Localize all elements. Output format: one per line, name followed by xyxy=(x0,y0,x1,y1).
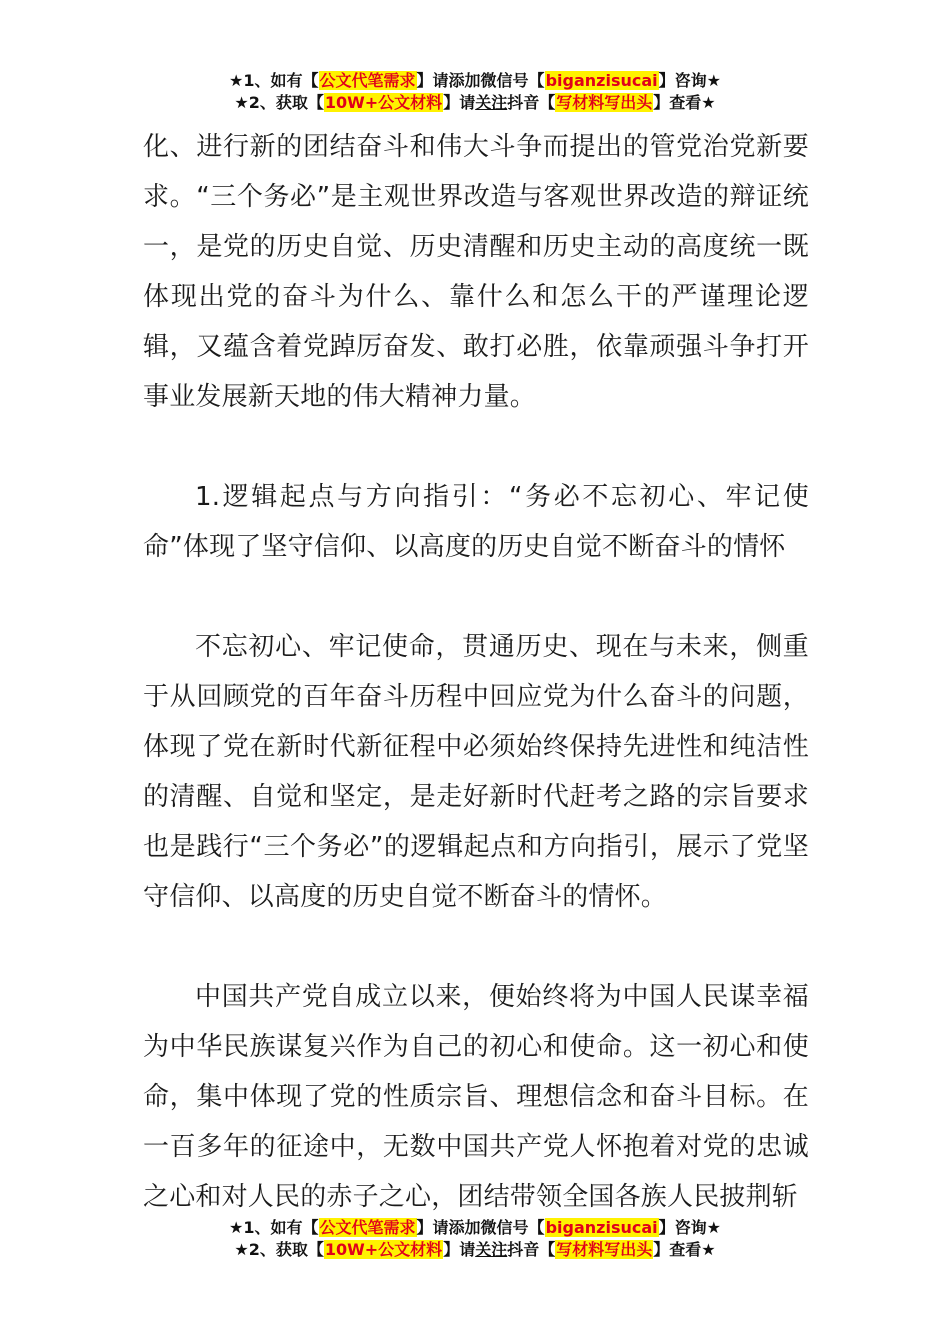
highlight-douyin-id: 写材料写出头 xyxy=(556,93,653,112)
banner-text: 】查看★ xyxy=(653,93,716,112)
banner-text: 微信号【 xyxy=(480,71,545,90)
banner-text: 】咨询★ xyxy=(658,1218,721,1237)
bottom-banner xyxy=(0,1217,950,1261)
highlight-materials: 10W+公文材料 xyxy=(324,1240,443,1259)
document-body xyxy=(143,122,809,1222)
highlight-service: 公文代笔需求 xyxy=(319,1218,416,1237)
banner-text: 】查看★ xyxy=(653,1240,716,1259)
banner-text: ★2、获取【 xyxy=(234,1240,324,1259)
banner-text: 微信号【 xyxy=(480,1218,545,1237)
paragraph-1: 化、进行新的团结奋斗和伟大斗争而提出的管党治党新要求。“三个务必”是主观世界改造与客观世界改造的辩证统一，是党的历史自觉、历史清醒和历史主动的高度统一既体现出党的奋斗为什么、靠什么和怎么干的严谨理论逻辑，又蕴含着党踔厉奋发、敢打必胜，依靠顽强斗争打开事业发展新天地的伟大精神力量。 xyxy=(143,132,809,412)
banner-text: 关注 xyxy=(475,93,508,112)
banner-text: 】咨询★ xyxy=(658,71,721,90)
banner-line-2 xyxy=(0,92,950,114)
highlight-wechat-id: biganzisucai xyxy=(545,1218,658,1237)
highlight-materials: 10W+公文材料 xyxy=(324,93,443,112)
banner-text: 】请 xyxy=(443,93,476,112)
highlight-service: 公文代笔需求 xyxy=(319,71,416,90)
banner-text: ★2、获取【 xyxy=(234,93,324,112)
banner-text: 添加 xyxy=(448,71,481,90)
banner-line-1 xyxy=(0,70,950,92)
section-heading: 1.逻辑起点与方向指引：“务必不忘初心、牢记使命”体现了坚守信仰、以高度的历史自觉不断奋斗的情怀 xyxy=(143,482,809,562)
highlight-wechat-id: biganzisucai xyxy=(545,71,658,90)
banner-text: 关注 xyxy=(475,1240,508,1259)
banner-text: 】请 xyxy=(416,1218,449,1237)
paragraph-2: 不忘初心、牢记使命，贯通历史、现在与未来，侧重于从回顾党的百年奋斗历程中回应党为什么奋斗的问题，体现了党在新时代新征程中必须始终保持先进性和纯洁性的清醒、自觉和坚定，是走好新时代赶考之路的宗旨要求也是践行“三个务必”的逻辑起点和方向指引，展示了党坚守信仰、以高度的历史自觉不断奋斗的情怀。 xyxy=(143,632,809,912)
top-banner xyxy=(0,70,950,114)
banner-text: ★1、如有【 xyxy=(229,1218,319,1237)
banner-text: 】请 xyxy=(416,71,449,90)
banner-line-1 xyxy=(0,1217,950,1239)
paragraph-3: 中国共产党自成立以来，便始终将为中国人民谋幸福为中华民族谋复兴作为自己的初心和使命。这一初心和使命，集中体现了党的性质宗旨、理想信念和奋斗目标。在一百多年的征途中，无数中国共产党人怀抱着对党的忠诚之心和对人民的赤子之心，团结带领全国各族人民披荆斩 xyxy=(143,982,809,1212)
banner-text: 添加 xyxy=(448,1218,481,1237)
banner-line-2 xyxy=(0,1239,950,1261)
banner-text: 抖音【 xyxy=(507,93,556,112)
banner-text: 抖音【 xyxy=(507,1240,556,1259)
banner-text: ★1、如有【 xyxy=(229,71,319,90)
highlight-douyin-id: 写材料写出头 xyxy=(556,1240,653,1259)
banner-text: 】请 xyxy=(443,1240,476,1259)
